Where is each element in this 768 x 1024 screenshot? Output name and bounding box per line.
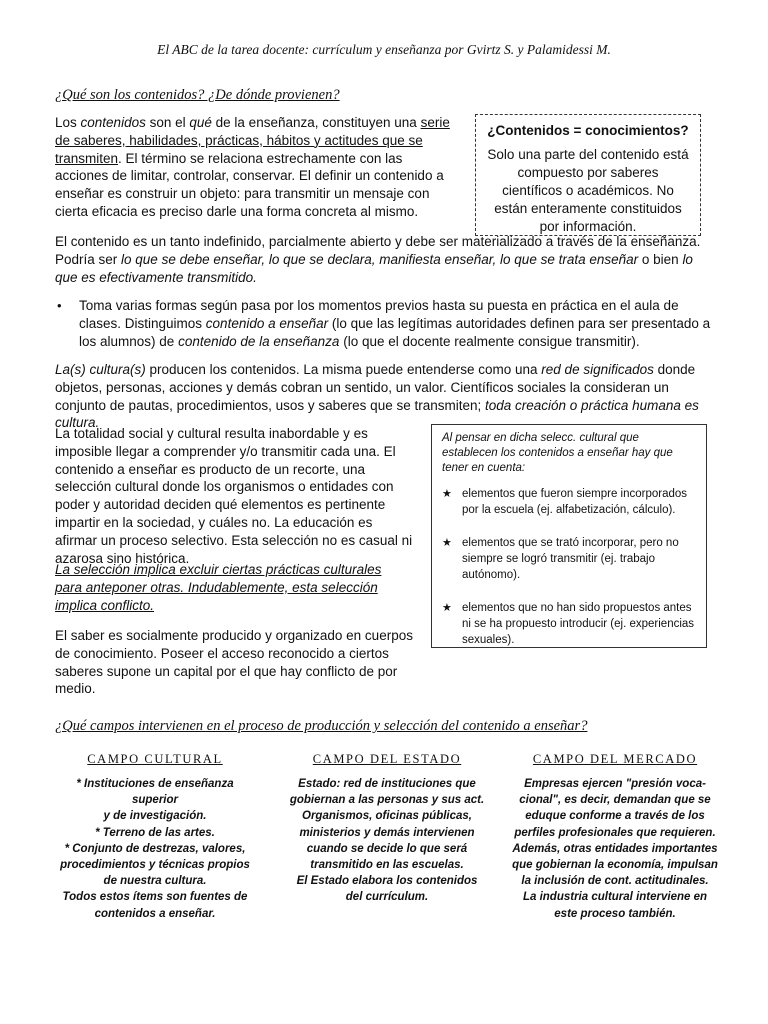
column-line: Además, otras entidades importantes <box>512 842 718 855</box>
column-line: Organismos, oficinas públicas, <box>302 810 472 823</box>
column-line: eduque conforme a través de los <box>525 810 705 823</box>
paragraph-saber-social: El saber es socialmente producido y organizado en cuerpos de conocimiento. Poseer el acceso reconocido a ciertos saberes supone un capital por el que hay conflicto de por medio. <box>55 628 413 697</box>
column-line: perfiles profesionales que requieren. <box>514 826 716 839</box>
text-run: contenidos <box>80 115 146 130</box>
list-item-text: elementos que se trató incorporar, pero no siempre se logró transmitir (ej. trabajo autónomo). <box>462 537 679 581</box>
box-title: ¿Contenidos = conocimientos? <box>487 123 689 138</box>
text-run: qué <box>189 115 212 130</box>
column-line: gobiernan a las personas y sus act. <box>289 794 485 807</box>
star-icon: ★ <box>442 488 452 500</box>
text-run: Toma varias formas según pasa por los momentos previos hasta su puesta en práctica en el aula de clases. Distinguimos <box>79 298 679 331</box>
contenidos-conocimientos-box <box>475 114 701 236</box>
paragraph-cultura <box>55 361 715 432</box>
text-run: son el <box>145 115 190 130</box>
column-line: cuando se decide lo que será <box>306 842 468 855</box>
column-line: contenidos a enseñar. <box>94 907 216 920</box>
paragraph-contenido-indefinido <box>55 233 715 286</box>
text-run: (lo que el docente realmente consigue transmitir). <box>339 333 640 349</box>
column-line: la inclusión de cont. actitudinales. <box>521 875 709 888</box>
column-campo-cultural <box>55 752 255 922</box>
column-line: * Terreno de las artes. <box>95 826 215 839</box>
seleccion-cultural-box <box>431 424 707 648</box>
text-run: Los <box>55 115 81 130</box>
column-line: procedimientos y técnicas propios <box>60 859 250 872</box>
text-run-underlined: serie de saberes, habilidades, prácticas, hábitos y actitudes que se transmiten <box>55 115 450 166</box>
column-line: El Estado elabora los contenidos <box>296 875 478 888</box>
bullet-text <box>79 297 715 350</box>
paragraph-seleccion-cultural: La totalidad social y cultural resulta inabordable y es imposible llegar a comprender y/o transmitir cada una. El contenido a enseñar es producto de un recorte, una selección cultural donde los organismos o entidades con poder y autoridad deciden qué elementos es pertinente impartir en la sociedad, y cuáles no. La educación es afirmar un proceso selectivo. Esta selección no es casual ni azarosa sino histórica. <box>55 426 413 566</box>
column-body <box>287 776 487 906</box>
section-title-campos: ¿Qué campos intervienen en el proceso de producción y selección del contenido a enseñar? <box>55 718 588 734</box>
column-line: transmitido en las escuelas. <box>310 859 464 872</box>
paragraph-seleccion-conflicto: La selección implica excluir ciertas prácticas culturales para anteponer otras. Indudablemente, esta selección implica conflicto. <box>55 562 382 613</box>
column-line: * Conjunto de destrezas, valores, <box>64 842 246 855</box>
text-run: El contenido es un tanto indefinido, parcialmente abierto y debe ser materializado a través de la enseñanza. Podría ser <box>55 234 701 267</box>
column-body <box>510 776 720 922</box>
text-run: de la enseñanza, constituyen una <box>211 115 421 130</box>
column-campo-mercado <box>510 752 720 922</box>
column-title: CAMPO DEL ESTADO <box>312 752 462 766</box>
section-title-contenidos: ¿Qué son los contenidos? ¿De dónde provienen? <box>55 87 340 103</box>
paragraph-contenidos-definicion <box>55 114 453 221</box>
box-body: Solo una parte del contenido está compuesto por saberes científicos o académicos. No están enteramente constituidos por información. <box>487 147 689 234</box>
list-item <box>442 600 696 648</box>
page-header: El ABC de la tarea docente: currículum y enseñanza por Gvirtz S. y Palamidessi M. <box>157 42 611 57</box>
column-line: y de investigación. <box>103 810 207 823</box>
bullet-formas-contenido <box>55 297 715 350</box>
text-run: donde objetos, personas, acciones y demás cobran un sentido, un valor. Científicos sociales la consideran un conjunto de pautas, procedimientos, usos y saberes que se transmiten; <box>55 362 696 413</box>
column-line: ministerios y demás intervienen <box>299 826 475 839</box>
column-title: CAMPO DEL MERCADO <box>532 752 698 766</box>
text-run: (lo que las legítimas autoridades definen para ser presentado a los alumnos) de <box>79 315 711 349</box>
bullet-dot-icon: • <box>57 298 62 313</box>
column-line: La industria cultural interviene en <box>522 891 708 904</box>
text-run: toda creación o práctica humana es cultura. <box>55 397 699 431</box>
column-line: que gobiernan la economía, impulsan <box>512 859 718 872</box>
column-line: del currículum. <box>345 891 429 904</box>
text-run: lo que se debe enseñar, lo que se declara, manifiesta enseñar, lo que se trata enseñar <box>121 251 639 267</box>
text-run: La(s) cultura(s) <box>55 362 146 377</box>
list-item-text: elementos que no han sido propuestos antes ni se ha propuesto introducir (ej. experiencias sexuales). <box>462 602 695 646</box>
column-line: cional", es decir, demandan que se <box>519 794 711 807</box>
column-line: Empresas ejercen "presión voca- <box>524 778 706 790</box>
column-line: * Instituciones de enseñanza superior <box>76 778 234 807</box>
list-item <box>442 535 696 583</box>
column-line: Todos estos ítems son fuentes de <box>62 891 248 904</box>
column-campo-estado <box>287 752 487 906</box>
column-line: Estado: red de instituciones que <box>298 778 476 790</box>
list-item-text: elementos que fueron siempre incorporados por la escuela (ej. alfabetización, cálculo). <box>462 488 688 516</box>
text-run: producen los contenidos. La misma puede entenderse como una <box>145 362 542 377</box>
text-run: lo que es efectivamente transmitido. <box>55 251 693 285</box>
column-body <box>55 776 255 922</box>
column-line: de nuestra cultura. <box>103 875 207 888</box>
text-run: contenido de la enseñanza <box>178 333 340 349</box>
text-run: . El término se relaciona estrechamente con las acciones de limitar, controlar, conservar. El definir un contenido a enseñar es construir un objeto: para transmitir un mensaje con cierta eficacia es preciso darle una forma concreta al mismo. <box>55 150 444 219</box>
text-run: o bien <box>638 251 683 267</box>
star-icon: ★ <box>442 537 452 549</box>
text-run: contenido a enseñar <box>205 315 329 331</box>
list-item <box>442 486 696 518</box>
column-title: CAMPO CULTURAL <box>87 752 223 766</box>
column-line: este proceso también. <box>554 907 676 920</box>
text-run: red de significados <box>541 362 654 377</box>
star-icon: ★ <box>442 602 452 614</box>
side-box-intro: Al pensar en dicha selecc. cultural que establecen los contenidos a enseñar hay que tener en cuenta: <box>442 432 673 474</box>
